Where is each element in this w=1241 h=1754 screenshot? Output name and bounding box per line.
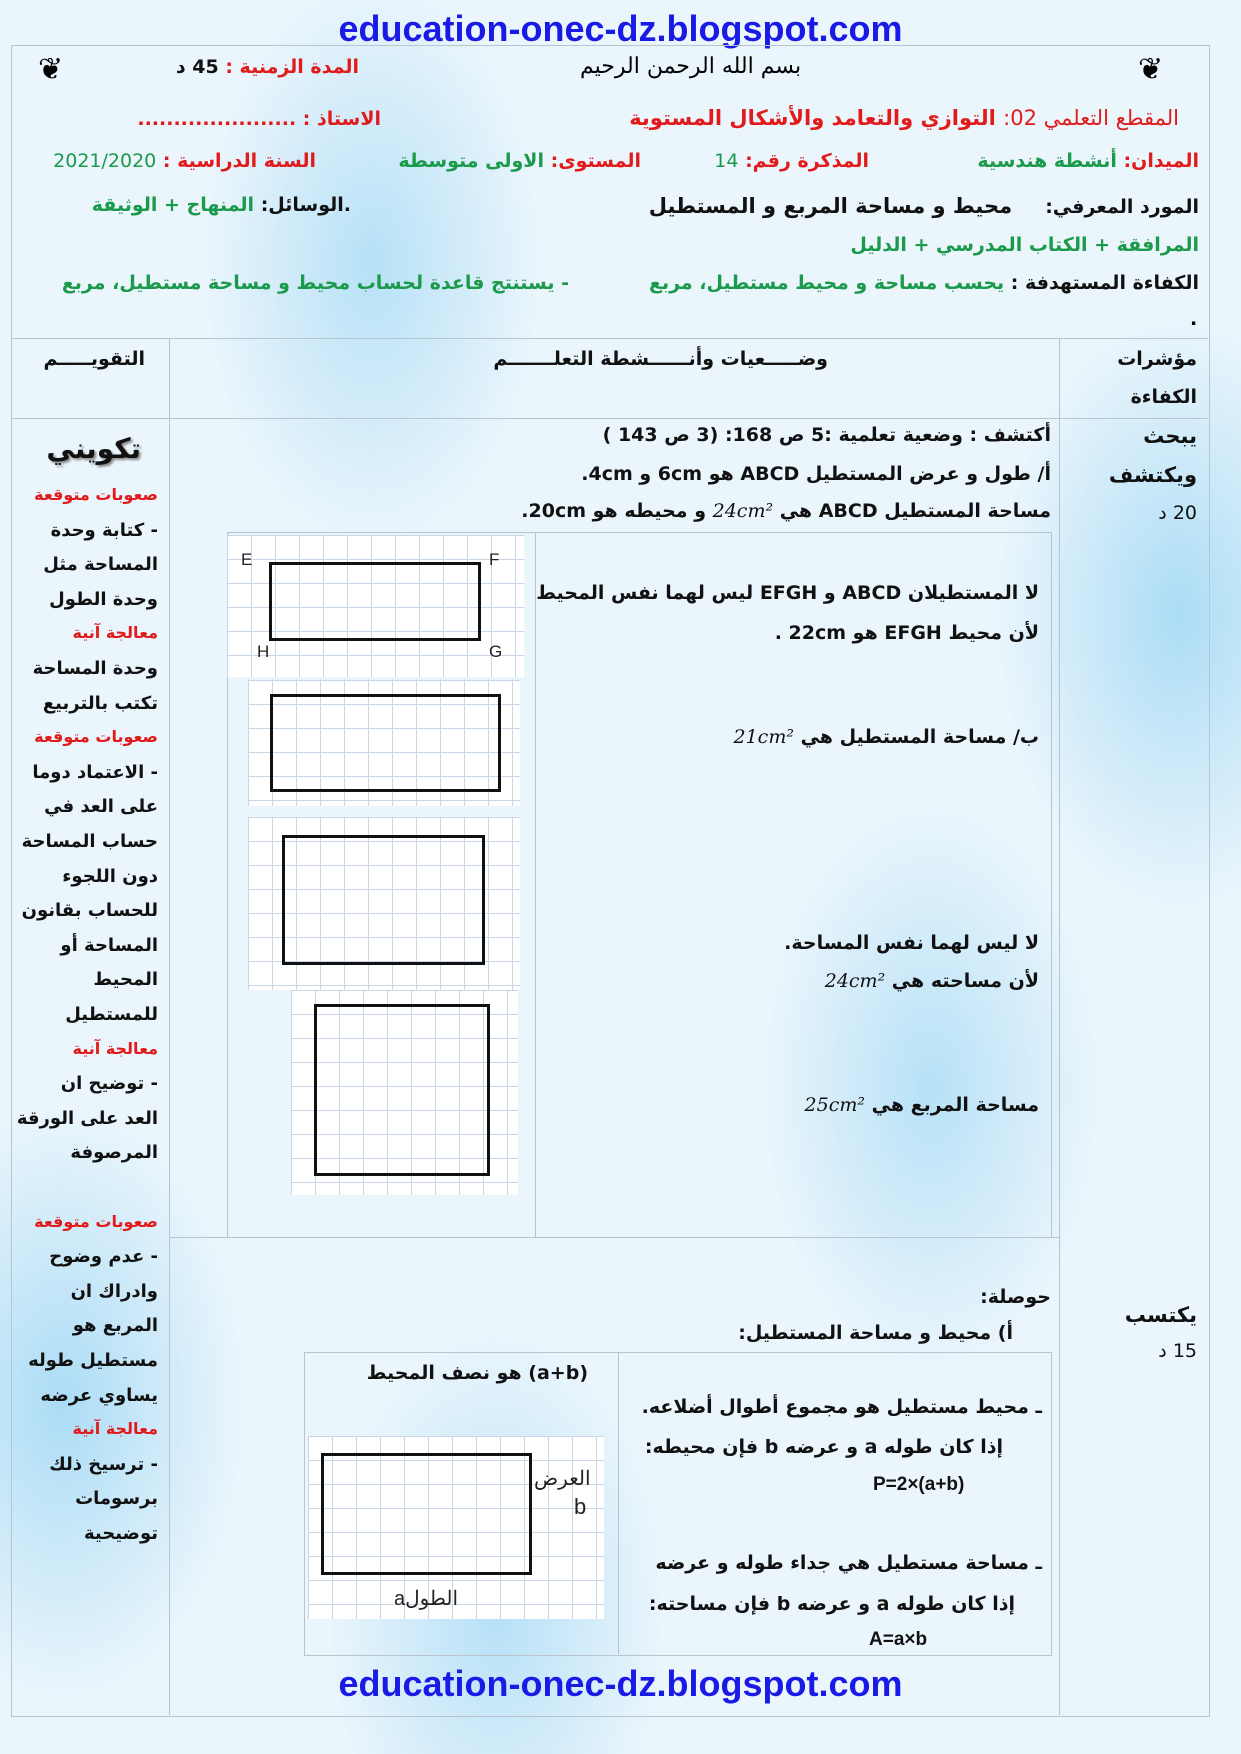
evaluation-line: - الاعتماد دوما [32,761,158,783]
square [314,1004,490,1176]
indicator-time-2: 15 د [1158,1340,1197,1362]
discover-title: أكتشف : وضعية تعلمية :5 ص 168: (3 ص 143 ) [602,424,1051,446]
table-top-border [11,338,1208,339]
question-a: أ/ طول و عرض المستطيل ABCD هو 6cm و 4cm. [581,463,1051,485]
memo-label: المذكرة رقم: [745,150,869,172]
label-e: E [241,550,253,569]
evaluation-line: المرصوفة [70,1142,158,1164]
header-indicators: مؤشرات [1117,348,1197,370]
answer-3-pre: لأن مساحته هي [885,970,1039,992]
site-url-top[interactable]: education-onec-dz.blogspot.com [338,8,903,49]
ornament-right-icon: ❦ [1138,52,1164,87]
evaluation-line: للمستطيل [65,1004,158,1025]
indicator-time-1: 20 د [1158,502,1197,524]
answer-1-line-1: لا المستطيلان ABCD و EFGH ليس لهما نفس المحيط [536,582,1039,604]
evaluation-line: مستطيل طوله [28,1350,158,1371]
field-value: أنشطة هندسية [977,150,1117,172]
resource-value: محيط و مساحة المربع و المستطيل [648,194,1013,218]
indicator-2: ويكتشف [1108,463,1197,487]
evaluation-heading: صعوبات متوقعة [34,1211,158,1231]
answer-3-line-1: لا ليس لهما نفس المساحة. [784,932,1039,954]
evaluation-heading: صعوبات متوقعة [34,485,158,504]
answer-4-pre: مساحة المربع هي [864,1094,1039,1116]
label-f: F [489,550,500,569]
tools-line2: المرافقة + الكتاب المدرسي + الدليل [850,234,1199,256]
resource-label: المورد المعرفي: [1045,196,1199,218]
width-var: b [574,1494,587,1519]
answer-1-line-2: لأن محيط EFGH هو 22cm . [774,622,1039,644]
competence-1: يحسب مساحة و محيط مستطيل، مربع [649,272,1005,294]
summary-title: حوصلة: [980,1286,1051,1308]
area-post: و محيطه هو 20cm. [521,500,713,522]
stray-dot: . [1190,308,1198,330]
duration [176,56,359,78]
evaluation-line: توضيحية [83,1523,158,1544]
label-h: H [257,642,270,661]
area-definition: ـ مساحة مستطيل هي جداء طوله و عرضه [655,1552,1042,1574]
figure-square [291,990,518,1195]
evaluation-line: للحساب بقانون [21,900,158,922]
header-evaluation: التقويـــــم [43,348,145,370]
evaluation-line: حساب المساحة [21,831,158,852]
figure-efgh [227,535,524,677]
evaluation-heading: معالجة آنية [72,1419,158,1439]
summary-rectangle [321,1453,532,1575]
evaluation-line: المربع هو [72,1315,158,1337]
memo-value: 14 [714,150,739,172]
level-value: الاولى متوسطة [398,150,544,172]
area-formula: A=a×b [869,1629,928,1650]
teacher-label: الاستاذ : [302,108,381,130]
evaluation-title: تكويني [46,432,141,465]
indicator-3: يكتسب [1124,1303,1197,1327]
evaluation-line: تكتب بالتربيع [42,692,158,714]
summary-box-divider [618,1352,619,1654]
figure-rectangle-3 [248,817,520,990]
area-math: 24cm² [712,500,774,522]
indicator-1: يبحث [1143,424,1197,448]
evaluation-heading: صعوبات متوقعة [34,727,158,747]
width-label: العرض [534,1468,591,1490]
teacher-value: ...................... [137,108,297,130]
duration-value: 45 د [175,56,219,78]
table-header-border [11,418,1208,419]
field-label: الميدان: [1123,150,1199,172]
evaluation-line: - كتابة وحدة [50,519,158,541]
evaluation-line: - عدم وضوح [49,1246,158,1268]
figure-summary-rectangle [308,1436,604,1619]
answer-2-math: 21cm² [733,726,794,748]
duration-label: المدة الزمنية : [225,56,359,78]
half-perimeter: (a+b) هو نصف المحيط [366,1362,588,1384]
tools-label: .الوسائل: [260,194,351,216]
site-url-bottom[interactable]: education-onec-dz.blogspot.com [338,1663,903,1704]
evaluation-line: المحيط [93,969,158,991]
rectangle-3 [282,835,485,965]
tools-value: المنهاج + الوثيقة [91,194,255,216]
evaluation-line: المساحة أو [60,934,158,956]
header-activities: وضـــــعيات وأنــــــشطة التعلـــــــم [493,348,828,370]
segment-value: التوازي والتعامد والأشكال المستوية [629,106,996,130]
answer-2-pre: ب/ مساحة المستطيل هي [793,726,1039,748]
perimeter-condition: إذا كان طوله a و عرضه b فإن محيطه: [644,1436,1003,1458]
label-g: G [489,642,503,661]
level-label: المستوى: [550,150,641,172]
rectangle-2 [270,694,501,792]
evaluation-heading: معالجة آنية [72,1038,158,1058]
evaluation-line: المساحة مثل [43,554,158,576]
evaluation-line: على العد في [44,796,158,818]
evaluation-line: يساوي عرضه [40,1384,158,1406]
evaluation-line: دون اللجوء [62,865,158,887]
segment-label: المقطع التعلمي 02: [1003,106,1179,130]
evaluation-line: العد على الورقة [16,1107,158,1129]
evaluation-line: - ترسيخ ذلك [49,1453,158,1475]
evaluation-line: وادراك ان [70,1280,158,1302]
perimeter-definition: ـ محيط مستطيل هو مجموع أطوال أضلاعه. [641,1396,1042,1418]
competence-2: - يستنتج قاعدة لحساب محيط و مساحة مستطيل، مربع [61,272,569,294]
competence-label: الكفاءة المستهدفة : [1010,272,1199,294]
evaluation-line: برسومات [75,1488,158,1510]
column-divider-left [169,338,170,1715]
area-condition: إذا كان طوله a و عرضه b فإن مساحته: [648,1593,1015,1615]
figure-rectangle-2 [248,680,520,806]
column-divider-right [1059,338,1060,1715]
evaluation-line: وحدة المساحة [32,658,158,679]
evaluation-line: - توضيح ان [60,1073,158,1095]
evaluation-heading: معالجة آنية [72,623,158,643]
length-label: الطولa [394,1588,459,1610]
answer-3-math: 24cm² [824,970,886,992]
rectangle-efgh [269,562,481,641]
answer-4-math: 25cm² [804,1094,865,1116]
ornament-left-icon: ❦ [38,52,64,87]
area-pre: مساحة المستطيل ABCD هي [773,500,1051,522]
evaluation-line: وحدة الطول [49,588,158,610]
year-label: السنة الدراسية : [162,150,316,172]
basmala: بسم الله الرحمن الرحيم [580,54,802,79]
year-value: 2021/2020 [53,150,157,172]
perimeter-formula: P=2×(a+b) [873,1474,965,1495]
discover-box-divider [535,532,536,1237]
header-indicators-2: الكفاءة [1130,386,1197,408]
summary-subtitle: أ) محيط و مساحة المستطيل: [738,1322,1013,1344]
